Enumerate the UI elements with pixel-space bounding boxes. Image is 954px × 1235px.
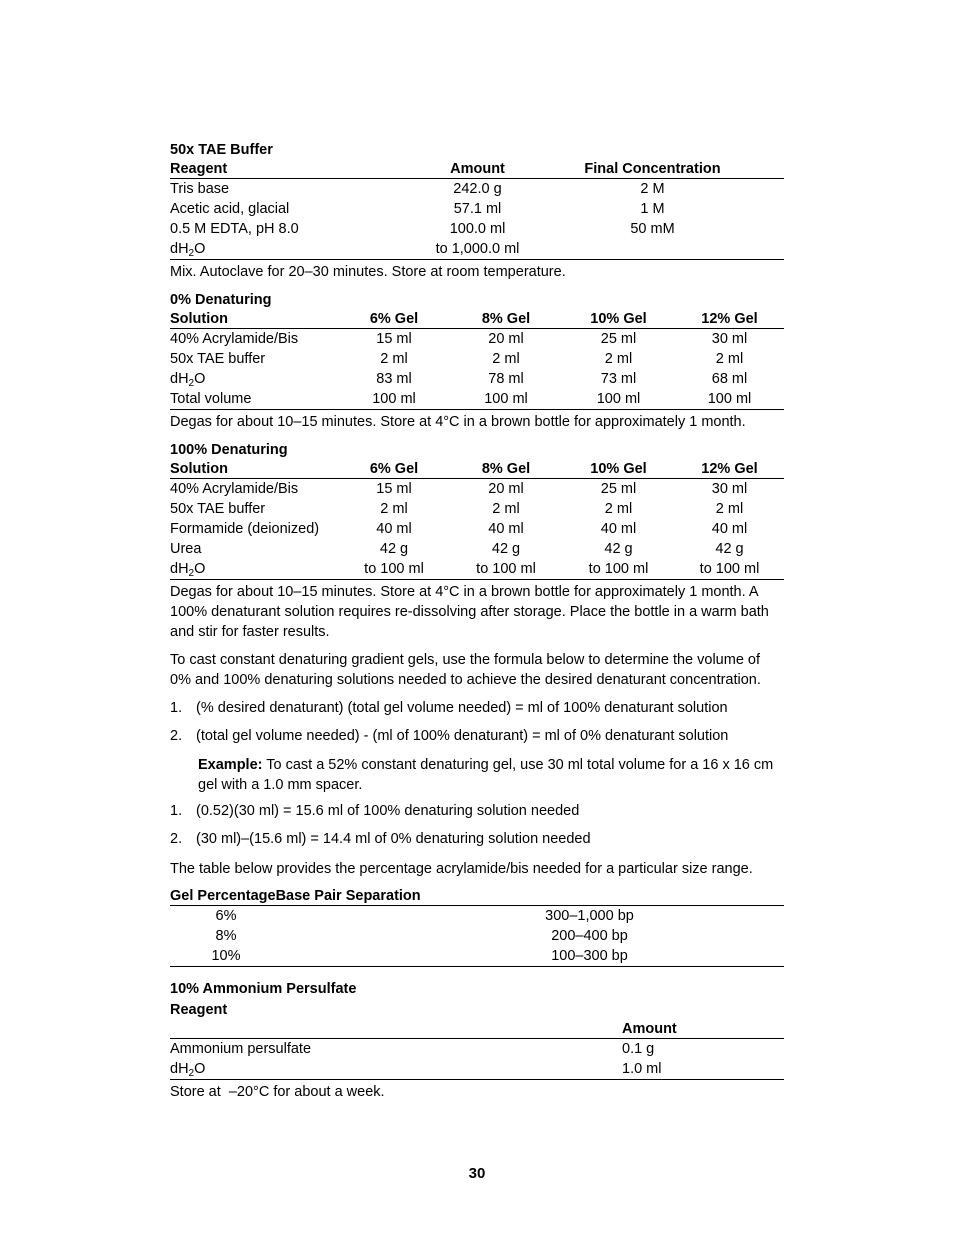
cell-value: 78 ml xyxy=(488,371,524,387)
table-row xyxy=(170,239,784,260)
cell-label: 40% Acrylamide/Bis xyxy=(170,331,299,347)
cell-value: 2 ml xyxy=(380,501,408,517)
tae-title: 50x TAE Buffer xyxy=(170,142,273,158)
table-row xyxy=(170,179,784,200)
cell-label: $dH_2O$ xyxy=(170,371,206,389)
table-row xyxy=(170,906,784,927)
cell-label: 50x TAE buffer xyxy=(170,351,266,367)
list-number: 2. xyxy=(170,728,183,744)
cell-value: 20 ml xyxy=(488,481,524,497)
list-item xyxy=(170,726,784,746)
tae-header-conc: Final Concentration xyxy=(555,160,750,179)
cell-value: 40 ml xyxy=(376,521,412,537)
den100-note: Degas for about 10–15 minutes. Store at 4°C in a brown bottle for approximately 1 month. A 100% denaturant solution requires re-dissolving after storage. Place the bottle in a warm bath and stir for faster results. xyxy=(170,584,769,640)
cell-amount: 57.1 ml xyxy=(453,201,502,217)
cell-value: to 100 ml xyxy=(562,559,675,580)
table-intro: The table below provides the percentage acrylamide/bis needed for a particular size range. xyxy=(170,861,753,877)
cell-value: 2 ml xyxy=(380,351,408,367)
example-paragraph xyxy=(198,755,784,795)
den0-table xyxy=(170,310,784,410)
aps-title: 10% Ammonium Persulfate xyxy=(170,981,357,997)
cell-bp: 200–400 bp xyxy=(551,928,628,944)
cell-value: 25 ml xyxy=(600,331,637,347)
list-item xyxy=(170,698,784,718)
cell-reagent: Tris base xyxy=(170,181,230,197)
den100-header-12: 12% Gel xyxy=(675,460,784,479)
separation-header: Gel PercentageBase Pair Separation xyxy=(170,887,784,906)
cell-label: 40% Acrylamide/Bis xyxy=(170,481,299,497)
example-label: Example: xyxy=(198,757,263,773)
cell-reagent: $dH_2O$ xyxy=(170,239,400,260)
cell-amount: 1.0 ml xyxy=(622,1059,784,1080)
table-row xyxy=(170,479,784,500)
cell-value: to 100 ml xyxy=(338,559,450,580)
table-row xyxy=(170,389,784,410)
cell-conc: 1 M xyxy=(640,201,665,217)
table-row xyxy=(170,946,784,967)
cell-value: 73 ml xyxy=(600,371,637,387)
table-row xyxy=(170,369,784,389)
table-row xyxy=(170,499,784,519)
aps-table xyxy=(170,1020,784,1080)
table-row xyxy=(170,1039,784,1060)
document-page xyxy=(170,140,784,1102)
cell-value: 40 ml xyxy=(711,521,748,537)
den100-table xyxy=(170,460,784,580)
list-text: (total gel volume needed) - (ml of 100% denaturant) = ml of 0% denaturant solution xyxy=(196,728,729,744)
cell-value: 2 ml xyxy=(715,501,744,517)
cell-value: 100 ml xyxy=(450,389,562,410)
example-text: To cast a 52% constant denaturing gel, use 30 ml total volume for a 16 x 16 cm gel with a 1.0 mm spacer. xyxy=(198,757,774,793)
cell-value: 2 ml xyxy=(492,351,520,367)
cell-value: 42 g xyxy=(379,541,409,557)
den0-header-8: 8% Gel xyxy=(450,310,562,329)
cell-value: 42 g xyxy=(604,541,633,557)
table-row xyxy=(170,349,784,369)
cell-value: 25 ml xyxy=(600,481,637,497)
cell-reagent: 0.5 M EDTA, pH 8.0 xyxy=(170,221,299,237)
cell-value: 40 ml xyxy=(600,521,637,537)
cell-value: 20 ml xyxy=(488,331,524,347)
table-row xyxy=(170,926,784,946)
cell-reagent: $dH_2O$ xyxy=(170,1059,622,1080)
cell-amount: 100.0 ml xyxy=(449,221,506,237)
cell-percentage: 10% xyxy=(170,946,282,967)
cell-reagent: Acetic acid, glacial xyxy=(170,201,290,217)
cell-percentage: 6% xyxy=(215,908,237,924)
cell-label: Formamide (deionized) xyxy=(170,521,320,537)
cell-reagent: Ammonium persulfate xyxy=(170,1041,312,1057)
den100-header-solution: Solution xyxy=(170,460,338,479)
tae-header-amount: Amount xyxy=(400,160,555,179)
table-row xyxy=(170,1059,784,1080)
cell-value: 42 g xyxy=(491,541,521,557)
cell-value: 15 ml xyxy=(376,331,412,347)
cell-value: 30 ml xyxy=(711,331,748,347)
cell-label: Total volume xyxy=(170,389,338,410)
den0-note: Degas for about 10–15 minutes. Store at 4°C in a brown bottle for approximately 1 month. xyxy=(170,414,746,430)
list-text: (% desired denaturant) (total gel volume needed) = ml of 100% denaturant solution xyxy=(196,700,728,716)
tae-note: Mix. Autoclave for 20–30 minutes. Store at room temperature. xyxy=(170,264,566,280)
separation-table xyxy=(170,887,784,967)
cell-amount: 242.0 g xyxy=(453,181,502,197)
cell-value: 100 ml xyxy=(675,389,784,410)
list-number: 2. xyxy=(170,831,183,847)
cell-conc xyxy=(555,239,750,260)
den100-header-8: 8% Gel xyxy=(450,460,562,479)
list-item xyxy=(170,801,784,821)
cell-bp: 100–300 bp xyxy=(502,946,677,967)
table-row xyxy=(170,559,784,580)
cell-value: 68 ml xyxy=(711,371,748,387)
cell-value: 30 ml xyxy=(711,481,748,497)
den0-header-solution: Solution xyxy=(170,310,338,329)
tae-header-reagent: Reagent xyxy=(170,160,400,179)
cell-amount: 0.1 g xyxy=(622,1041,655,1057)
cell-label: $dH_2O$ xyxy=(170,559,338,580)
table-row xyxy=(170,199,784,219)
cell-value: to 100 ml xyxy=(450,559,562,580)
den100-header-10: 10% Gel xyxy=(562,460,675,479)
cell-label: Urea xyxy=(170,541,202,557)
list-text: (0.52)(30 ml) = 15.6 ml of 100% denaturing solution needed xyxy=(196,803,580,819)
page-number: 30 xyxy=(468,1165,486,1182)
tae-table xyxy=(170,160,784,260)
cell-value: 2 ml xyxy=(604,501,633,517)
cell-value: 100 ml xyxy=(562,389,675,410)
cell-percentage: 8% xyxy=(215,928,237,944)
den0-header-10: 10% Gel xyxy=(562,310,675,329)
cell-value: to 100 ml xyxy=(675,559,784,580)
table-row xyxy=(170,519,784,539)
cell-value: 2 ml xyxy=(492,501,520,517)
list-number: 1. xyxy=(170,803,183,819)
aps-note: Store at –20°C for about a week. xyxy=(170,1084,385,1100)
den0-header-12: 12% Gel xyxy=(675,310,784,329)
cell-value: 2 ml xyxy=(715,351,744,367)
aps-header-amount: Amount xyxy=(622,1020,784,1039)
list-item xyxy=(170,829,784,849)
den100-title: 100% Denaturing xyxy=(170,442,288,458)
list-number: 1. xyxy=(170,700,183,716)
cell-value: 40 ml xyxy=(488,521,524,537)
cell-value: 15 ml xyxy=(376,481,412,497)
table-row xyxy=(170,329,784,350)
cell-label: 50x TAE buffer xyxy=(170,501,266,517)
cell-value: 83 ml xyxy=(376,371,412,387)
table-row xyxy=(170,219,784,239)
den0-header-6: 6% Gel xyxy=(338,310,450,329)
aps-reagent-header: Reagent xyxy=(170,1002,228,1018)
den0-title: 0% Denaturing xyxy=(170,292,272,308)
cell-amount: to 1,000.0 ml xyxy=(400,239,555,260)
cell-conc: 50 mM xyxy=(630,221,675,237)
table-row xyxy=(170,539,784,559)
cell-conc: 2 M xyxy=(640,181,665,197)
list-text: (30 ml)–(15.6 ml) = 14.4 ml of 0% denaturing solution needed xyxy=(196,831,591,847)
cell-value: 100 ml xyxy=(338,389,450,410)
cell-bp: 300–1,000 bp xyxy=(545,908,634,924)
den100-header-6: 6% Gel xyxy=(338,460,450,479)
cell-value: 2 ml xyxy=(604,351,633,367)
cell-value: 42 g xyxy=(715,541,744,557)
formula-intro: To cast constant denaturing gradient gels, use the formula below to determine the volume of 0% and 100% denaturing solutions needed to achieve the desired denaturant concentration. xyxy=(170,652,761,688)
